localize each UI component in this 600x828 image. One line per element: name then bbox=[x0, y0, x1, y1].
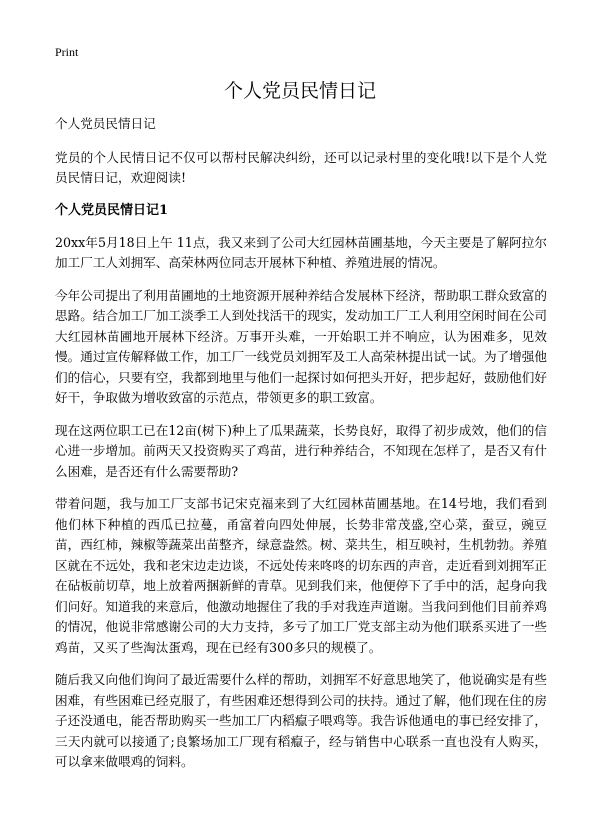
body-paragraph: 随后我又向他们询问了最近需要什么样的帮助，刘拥军不好意思地笑了，他说确实是有些困难，有些困难已经克服了，有些困难还想得到公司的扶持。通过了解，他们现在住的房子还没通电，能否帮助购买一些加工厂内稻癙子喂鸡等。我告诉他通电的事已经安排了，三天内就可以接通了;良繁场加工厂现有稻癙子，经与销售中心联系一直也没有人购买，可以拿来做喂鸡的饲料。 bbox=[55, 672, 547, 769]
print-link[interactable]: Print bbox=[55, 45, 79, 59]
section-heading: 个人党员民情日记1 bbox=[55, 202, 169, 218]
body-paragraph: 今年公司提出了利用苗圃地的土地资源开展种养结合发展林下经济，帮助职工群众致富的思路。结合加工厂加工淡季工人到处找活干的现实，发动加工厂工人利用空闲时间在公司大红园林苗圃地开展林下经济。万事开头难，一开始职工并不响应，认为困难多，见效慢。通过宣传解释做工作，加工厂一线党员刘拥军及工人高荣林提出试一试。为了增强他们的信心，只要有空，我都到地里与他们一起探讨如何把头开好，把步起好，鼓励他们好好干，争取做为增收致富的示范点，带领更多的职工致富。 bbox=[55, 287, 547, 405]
document-subtitle: 个人党员民情日记 bbox=[55, 116, 156, 131]
body-paragraph: 现在这两位职工已在12亩(树下)种上了瓜果蔬菜，长势良好，取得了初步成效，他们的信心进一步增加。前两天又投资购买了鸡苗，进行种养结合，不知现在怎样了，是否又有什么困难，是否还有什么需要帮助? bbox=[55, 422, 547, 479]
page-title: 个人党员民情日记 bbox=[223, 80, 376, 102]
body-paragraph: 带着问题，我与加工厂支部书记宋克福来到了大红园林苗圃基地。在14号地，我们看到他们林下种植的西瓜已拉蔓，甬富着向四处伸展，长势非常茂盛,空心菜，蚕豆，豌豆苗，西红柿，辣椒等蔬菜出苗整齐，绿意盎然。树、菜共生，相互映衬，生机勃勃。养殖区就在不远处，我和老宋边走边谈，不远处传来咚咚的切东西的声音，走近看到刘拥军正在砧板前切草，地上放着两捆新鲜的青草。见到我们来，他便停下了手中的活，起身向我们问好。知道我的来意后，他激动地握住了我的手对我连声道谢。当我问到他们目前养鸡的情况，他说非常感谢公司的大力支持，多亏了加工厂党支部主动为他们联系买进了一些鸡苗，又买了些淘汰蛋鸡，现在已经有300多只的规模了。 bbox=[55, 496, 547, 655]
document-body bbox=[55, 114, 547, 785]
intro-paragraph: 党员的个人民情日记不仅可以帮村民解决纠纷，还可以记录村里的变化哦!以下是个人党员民情日记，欢迎阅读! bbox=[55, 149, 547, 185]
body-paragraph: 20xx年5月18日上午 11点，我又来到了公司大红园林苗圃基地，今天主要是了解阿拉尔加工厂工人刘拥军、高荣林两位同志开展林下种植、养殖进展的情况。 bbox=[55, 234, 547, 270]
